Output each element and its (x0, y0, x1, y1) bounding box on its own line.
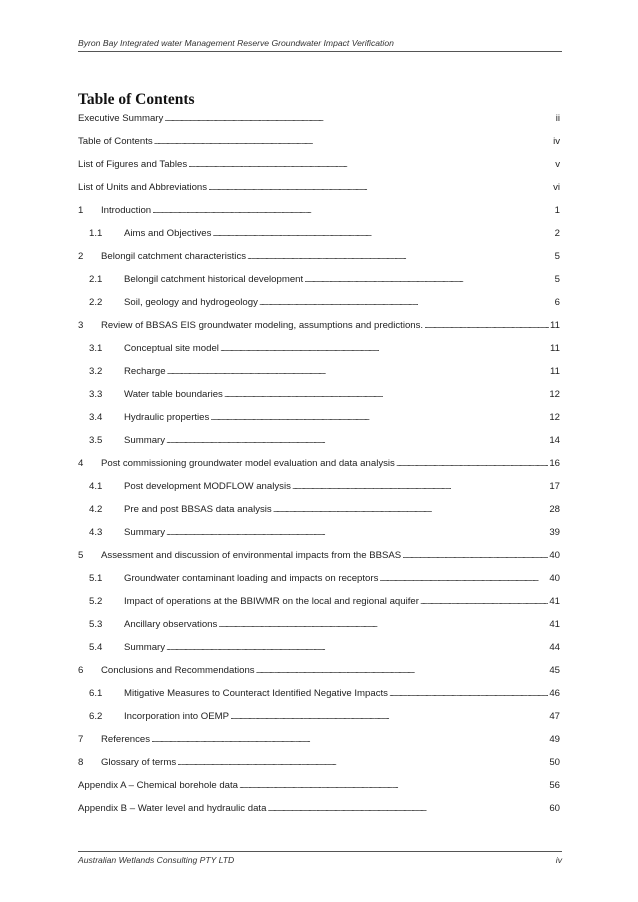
toc-entry-title: Summary (124, 435, 166, 446)
toc-entry[interactable] (78, 755, 560, 778)
toc-entry[interactable] (78, 525, 560, 548)
dot-leader (256, 663, 549, 678)
dot-leader (304, 272, 553, 287)
toc-entry-page: 12 (549, 389, 560, 400)
toc-entry-number: 5.1 (89, 573, 103, 584)
toc-entry-number: 3.5 (89, 435, 103, 446)
dot-leader (166, 525, 548, 540)
toc-entry-page: 49 (549, 734, 560, 745)
toc-entry-title: List of Figures and Tables (78, 159, 188, 170)
toc-entry-number: 3.3 (89, 389, 103, 400)
dot-leader (267, 801, 548, 816)
toc-entry[interactable] (78, 410, 560, 433)
dot-leader (389, 686, 548, 701)
toc-entry-title: Post commissioning groundwater model evaluation and data analysis (101, 458, 395, 469)
toc-entry-page: 41 (549, 619, 560, 630)
toc-entry[interactable] (78, 479, 560, 502)
toc-entry-title: Mitigative Measures to Counteract Identified Negative Impacts (124, 688, 388, 699)
dot-leader (224, 387, 548, 402)
toc-entry-number: 6 (78, 665, 84, 676)
toc-entry[interactable] (78, 272, 560, 295)
toc-entry-number: 5.3 (89, 619, 103, 630)
toc-entry-number: 2 (78, 251, 84, 262)
toc-entry-number: 2.2 (89, 297, 103, 308)
toc-entry[interactable] (78, 387, 560, 410)
toc-title: Table of Contents (78, 91, 195, 108)
toc-entry[interactable] (78, 801, 560, 824)
dot-leader (273, 502, 549, 517)
dot-leader (210, 410, 548, 425)
toc-entry-page: 11 (550, 343, 560, 354)
dot-leader (218, 617, 548, 632)
dot-leader (164, 111, 554, 126)
dot-leader (420, 594, 548, 609)
toc-entry[interactable] (78, 318, 560, 341)
toc-entry-page: vi (553, 182, 560, 193)
toc-entry-title: Table of Contents (78, 136, 153, 147)
dot-leader (177, 755, 548, 770)
toc-entry-page: iv (553, 136, 560, 147)
toc-entry-number: 3.4 (89, 412, 103, 423)
dot-leader (154, 134, 552, 149)
dot-leader (424, 318, 549, 333)
toc-entry[interactable] (78, 709, 560, 732)
toc-entry[interactable] (78, 778, 560, 801)
toc-entry-page: 11 (550, 366, 560, 377)
toc-entry-title: Soil, geology and hydrogeology (124, 297, 258, 308)
toc-entry[interactable] (78, 548, 560, 571)
toc-entry-page: 1 (554, 205, 560, 216)
toc-entry-page: 2 (554, 228, 560, 239)
toc-entry-title: Aims and Objectives (124, 228, 212, 239)
dot-leader (188, 157, 554, 172)
toc-entry[interactable] (78, 640, 560, 663)
toc-entry-title: Appendix B – Water level and hydraulic data (78, 803, 267, 814)
toc-entry-title: Hydraulic properties (124, 412, 210, 423)
dot-leader (152, 203, 554, 218)
toc-entry-title: Introduction (101, 205, 152, 216)
toc-entry-page: 60 (549, 803, 560, 814)
toc-entry-number: 4 (78, 458, 84, 469)
toc-entry[interactable] (78, 686, 560, 709)
dot-leader (259, 295, 554, 310)
toc-entry-number: 5.2 (89, 596, 103, 607)
toc-entry-title: Pre and post BBSAS data analysis (124, 504, 272, 515)
toc-entry[interactable] (78, 295, 560, 318)
toc-entry-title: Ancillary observations (124, 619, 218, 630)
toc-entry-title: Summary (124, 642, 166, 653)
dot-leader (396, 456, 548, 471)
toc-entry[interactable] (78, 663, 560, 686)
toc-entry[interactable] (78, 364, 560, 387)
dot-leader (212, 226, 553, 241)
toc-entry-title: Executive Summary (78, 113, 164, 124)
toc-entry-title: Groundwater contaminant loading and impacts on receptors (124, 573, 379, 584)
toc-entry-number: 4.1 (89, 481, 103, 492)
toc-entry-page: 14 (549, 435, 560, 446)
toc-entry-page: 46 (549, 688, 560, 699)
toc-entry-page: 12 (549, 412, 560, 423)
toc-entry-number: 2.1 (89, 274, 103, 285)
dot-leader (220, 341, 549, 356)
toc-entry[interactable] (78, 157, 560, 180)
toc-entry-title: Recharge (124, 366, 166, 377)
toc-entry-number: 1 (78, 205, 84, 216)
toc-entry-number: 4.3 (89, 527, 103, 538)
toc-entry-number: 3.2 (89, 366, 103, 377)
dot-leader (379, 571, 548, 586)
page-header: Byron Bay Integrated water Management Reserve Groundwater Impact Verification (78, 38, 562, 52)
toc-entry[interactable] (78, 203, 560, 226)
toc-entry-page: 56 (549, 780, 560, 791)
toc-entry-number: 3 (78, 320, 84, 331)
toc-entry-page: 45 (549, 665, 560, 676)
dot-leader (247, 249, 554, 264)
dot-leader (167, 364, 549, 379)
toc-entry[interactable] (78, 134, 560, 157)
toc-entry-title: Summary (124, 527, 166, 538)
toc-entry-page: ii (555, 113, 560, 124)
toc-entry-number: 3.1 (89, 343, 103, 354)
toc-entry-number: 1.1 (89, 228, 103, 239)
toc-entry[interactable] (78, 249, 560, 272)
dot-leader (166, 433, 548, 448)
toc-entry-page: 16 (549, 458, 560, 469)
dot-leader (151, 732, 548, 747)
toc-entry[interactable] (78, 180, 560, 203)
dot-leader (239, 778, 548, 793)
toc-entry-title: Conceptual site model (124, 343, 219, 354)
toc-entry[interactable] (78, 571, 560, 594)
toc-entry-title: Belongil catchment characteristics (101, 251, 247, 262)
toc-entry-title: References (101, 734, 151, 745)
toc-entry-page: 11 (550, 320, 560, 331)
toc-entry-page: 6 (554, 297, 560, 308)
toc-entry-page: 39 (549, 527, 560, 538)
toc-entry-title: Incorporation into OEMP (124, 711, 230, 722)
toc-entry[interactable] (78, 594, 560, 617)
dot-leader (292, 479, 548, 494)
toc-entry-title: Conclusions and Recommendations (101, 665, 255, 676)
toc-entry-page: 41 (549, 596, 560, 607)
toc-entry[interactable] (78, 732, 560, 755)
toc-entry[interactable] (78, 226, 560, 249)
toc-entry-page: 40 (549, 573, 560, 584)
toc-entry-title: Belongil catchment historical development (124, 274, 304, 285)
toc-entry-title: List of Units and Abbreviations (78, 182, 208, 193)
toc-entry-title: Post development MODFLOW analysis (124, 481, 291, 492)
toc-entry-title: Glossary of terms (101, 757, 177, 768)
toc-entry-number: 6.1 (89, 688, 103, 699)
dot-leader (230, 709, 548, 724)
toc-entry-page: 28 (549, 504, 560, 515)
dot-leader (208, 180, 552, 195)
table-of-contents (78, 111, 560, 824)
toc-entry[interactable] (78, 111, 560, 134)
toc-entry[interactable] (78, 341, 560, 364)
toc-entry[interactable] (78, 617, 560, 640)
toc-entry-page: 17 (549, 481, 560, 492)
toc-entry-title: Appendix A – Chemical borehole data (78, 780, 239, 791)
toc-entry-number: 4.2 (89, 504, 103, 515)
toc-entry[interactable] (78, 456, 560, 479)
toc-entry-title: Water table boundaries (124, 389, 223, 400)
toc-entry-page: 50 (549, 757, 560, 768)
page-footer (78, 851, 562, 865)
footer-page-number: iv (555, 855, 562, 865)
footer-company: Australian Wetlands Consulting PTY LTD (78, 855, 235, 865)
toc-entry-number: 8 (78, 757, 84, 768)
toc-entry-page: 40 (549, 550, 560, 561)
dot-leader (166, 640, 548, 655)
toc-entry-number: 6.2 (89, 711, 103, 722)
toc-entry[interactable] (78, 502, 560, 525)
toc-entry-page: v (555, 159, 560, 170)
toc-entry-title: Impact of operations at the BBIWMR on the local and regional aquifer (124, 596, 419, 607)
toc-entry-page: 44 (549, 642, 560, 653)
toc-entry-number: 7 (78, 734, 84, 745)
toc-entry-number: 5.4 (89, 642, 103, 653)
toc-entry-number: 5 (78, 550, 84, 561)
toc-entry-page: 5 (554, 251, 560, 262)
toc-entry-page: 5 (554, 274, 560, 285)
dot-leader (402, 548, 548, 563)
toc-entry-title: Review of BBSAS EIS groundwater modeling, assumptions and predictions. (101, 320, 424, 331)
toc-entry[interactable] (78, 433, 560, 456)
toc-entry-title: Assessment and discussion of environmental impacts from the BBSAS (101, 550, 402, 561)
toc-entry-page: 47 (549, 711, 560, 722)
